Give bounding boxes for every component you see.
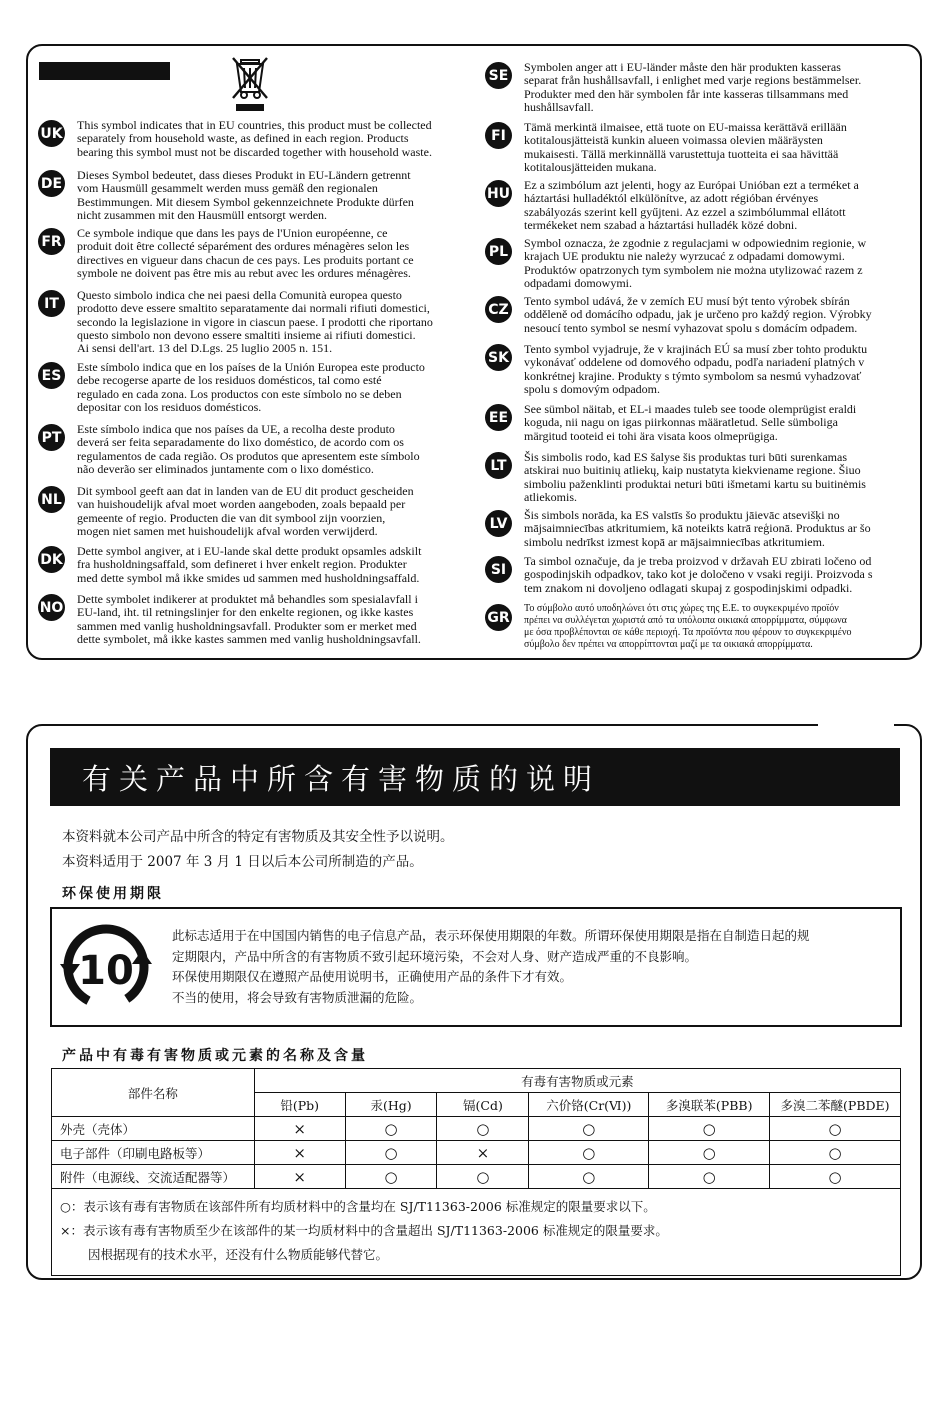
weee-entry-sk: [485, 344, 915, 396]
efup-line: 环保使用期限仅在遵照产品使用说明书，正确使用产品的条件下才有效。: [172, 969, 573, 984]
language-badge: LV: [485, 510, 512, 537]
table-row: [52, 1165, 901, 1189]
part-name: 附件（电源线、交流适配器等）: [52, 1165, 255, 1189]
weee-entry-text: Šis simbols norāda, ka ES valstīs šo produktu jāievāc atsevišķi no mājsaimniecības atkritumiem, kā noteikts katrā reģionā. Produktus ar šo simbolu nedrīkst izmest kopā ar mājsaimniecības atkritumiem.: [524, 508, 871, 549]
substance-mark: ○: [437, 1165, 529, 1189]
language-badge: NL: [38, 486, 65, 513]
weee-entry-es: [38, 362, 478, 414]
weee-entry-text: Questo simbolo indica che nei paesi della Comunità europea questo prodotto deve essere smaltito separatamente dai normali rifiuti domestici, secondo la legislazione in vigore in ciascun paese. I prodotti che riportano questo simbolo non devono essere smaltiti insieme ai rifiuti domestici. Ai sensi dell'art. 13 del D.Lgs. 25 luglio 2005 n. 151.: [77, 288, 433, 356]
substance-mark: ×: [254, 1165, 345, 1189]
weee-entry-fr: [38, 228, 478, 280]
column-header-hg: 汞(Hg): [345, 1093, 437, 1117]
weee-entry-text: Tento symbol vyjadruje, že v krajinách EÚ sa musí zber tohto produktu vykonávať oddelene od domového odpadu, podľa nariadení platných v konkrétnej krajine. Produkty s týmto symbolom sa nesmú vyhadzovať spolu s domovým odpadom.: [524, 342, 868, 396]
weee-entry-text: Tento symbol udává, že v zemích EU musí být tento výrobek sbírán odděleně od domácího odpadu, jak je určeno pro každý region. Výrobky nesoucí tento symbol se nesmí vyhazovat spolu s domácím odpadem.: [524, 294, 872, 335]
column-header-pbde: 多溴二苯醚(PBDE): [770, 1093, 901, 1117]
efup-heading: 环保使用期限: [62, 886, 164, 902]
language-badge: DK: [38, 546, 65, 573]
weee-entry-de: [38, 170, 478, 222]
weee-entry-text: Dieses Symbol bedeutet, dass dieses Produkt in EU-Ländern getrennt vom Hausmüll gesammelt werden muss gemäß den regionalen Bestimmungen. Mit diesem Symbol gekennzeichnete Produkte dürfen nicht zusammen mit den Hausmüll entsorgt werden.: [77, 168, 414, 222]
column-header-cd: 镉(Cd): [437, 1093, 529, 1117]
substance-mark: ×: [437, 1141, 529, 1165]
efup-line: 此标志适用于在中国国内销售的电子信息产品，表示环保使用期限的年数。所谓环保使用期限是指在自制造日起的规: [172, 928, 810, 943]
weee-entry-text: Symbolen anger att i EU-länder måste den här produkten kasseras separat från hushållsavfall, i enlighet med varje regions bestämmelser. Produkter med den här symbolen får inte kasseras tillsammans med hushållsavfall.: [524, 60, 862, 114]
language-badge: SI: [485, 556, 512, 583]
language-badge: FR: [38, 228, 65, 255]
weee-entry-uk: [38, 120, 478, 159]
language-badge: LT: [485, 452, 512, 479]
language-badge: PT: [38, 424, 65, 451]
weee-entry-text: Dit symbool geeft aan dat in landen van de EU dit product gescheiden van huishoudelijk afval moet worden aangeboden, zoals bepaald per gemeente of regio. Producten die van dit symbool zijn voorzien, mogen niet samen met huishoudelijk afval worden verwijderd.: [77, 484, 414, 538]
substance-group-header: 有毒有害物质或元素: [254, 1069, 900, 1093]
weee-entry-ee: [485, 404, 915, 443]
substance-mark: ○: [345, 1141, 437, 1165]
language-badge: NO: [38, 594, 65, 621]
language-badge: PL: [485, 238, 512, 265]
part-name: 外壳（壳体）: [52, 1117, 255, 1141]
crossed-out-wheelie-bin-icon: [228, 54, 272, 112]
weee-entry-text: Šis simbolis rodo, kad ES šalyse šis produktas turi būti surenkamas atskirai nuo buitinių atliekų, kaip nustatyta kiekviename regione. Šiuo simboliu paženklinti produktai neturi būti išmetami kartu su buitinėmis atliekomis.: [524, 450, 866, 504]
rohs-intro-line-1: 本资料就本公司产品中所含的特定有害物质及其安全性予以说明。: [62, 829, 454, 845]
weee-entry-pt: [38, 424, 478, 476]
substance-mark: ○: [770, 1165, 901, 1189]
substance-mark: ○: [649, 1141, 770, 1165]
substance-mark: ○: [529, 1141, 649, 1165]
weee-entry-text: Dette symbol angiver, at i EU-lande skal dette produkt opsamles adskilt fra husholdningsaffald, som defineret i hver enkelt region. Produkter med dette symbol må ikke smides ud sammen med husholdningsaffald.: [77, 544, 422, 585]
weee-entry-hu: [485, 180, 915, 232]
language-badge: SK: [485, 344, 512, 371]
efup-description: [172, 926, 882, 1008]
language-badge: FI: [485, 122, 512, 149]
rohs-title: 有关产品中所含有害物质的说明: [50, 748, 900, 806]
language-badge: GR: [485, 604, 512, 631]
weee-entry-text: Ta simbol označuje, da je treba proizvod v državah EU zbirati ločeno od gospodinjskih odpadkov, tako kot je določeno v vsaki regiji. Proizvoda s tem znakom ni dovoljeno odlagati skupaj z gospodinjskimi odpadki.: [524, 554, 873, 595]
substance-mark: ○: [770, 1141, 901, 1165]
note-no-substitute: 因根据现有的技术水平，还没有什么物质能够代替它。: [88, 1247, 389, 1262]
table-row: [52, 1117, 901, 1141]
weee-entry-text: This symbol indicates that in EU countries, this product must be collected separately from household waste, as defined in each region. Products bearing this symbol must not be discarded together with household waste.: [77, 118, 432, 159]
rohs-intro-line-2: 本资料适用于 2007 年 3 月 1 日以后本公司所制造的产品。: [62, 854, 423, 870]
weee-entry-dk: [38, 546, 478, 585]
weee-entry-no: [38, 594, 478, 646]
language-badge: CZ: [485, 296, 512, 323]
substance-mark: ○: [437, 1117, 529, 1141]
weee-entry-fi: [485, 122, 915, 174]
weee-entry-text: Dette symbolet indikerer at produktet må behandles som spesialavfall i EU-land, iht. til retningslinjer for den enkelte regionen, og ikke kastes sammen med vanlig husholdningsavfall. Produkter som er merket med dette symbolet, må ikke kastes sammen med vanlig husholdningsavfall.: [77, 592, 421, 646]
substance-mark: ○: [770, 1117, 901, 1141]
part-name-header: 部件名称: [52, 1069, 255, 1117]
weee-entry-cz: [485, 296, 915, 335]
substance-mark: ○: [529, 1117, 649, 1141]
weee-entry-text: Ce symbole indique que dans les pays de l'Union européenne, ce produit doit être collecté séparément des ordures ménagères selon les directives en vigueur dans chacun de ces pays. Les produits portant ce symbole ne doivent pas être mis au rebut avec les ordures ménagères.: [77, 226, 414, 280]
substance-mark: ○: [649, 1117, 770, 1141]
efup-line: 不当的使用，将会导致有害物质泄漏的危险。: [172, 989, 423, 1005]
substance-mark: ○: [649, 1165, 770, 1189]
efup-10-logo-icon: [58, 922, 154, 1012]
substance-mark: ×: [254, 1117, 345, 1141]
note-cross-meaning: ×：表示该有毒有害物质至少在该部件的某一均质材料中的含量超出 SJ/T11363-2006 标准规定的限量要求。: [60, 1223, 668, 1238]
substance-table-heading: 产品中有毒有害物质或元素的名称及含量: [62, 1048, 368, 1064]
column-header-cr6: 六价铬(Cr(Ⅵ)): [529, 1093, 649, 1117]
column-header-pb: 铅(Pb): [254, 1093, 345, 1117]
redacted-black-bar: [39, 62, 170, 80]
weee-entry-text: Tämä merkintä ilmaisee, että tuote on EU-maissa kerättävä erillään kotitalousjätteistä kunkin alueen voimassa olevien määräysten mukaisesti. Tällä merkinnällä varustettuja tuotteita ei saa hävittää kotitalousjätteiden mukana.: [524, 120, 847, 174]
part-name: 电子部件（印刷电路板等）: [52, 1141, 255, 1165]
table-notes: [52, 1189, 901, 1276]
weee-entry-pl: [485, 238, 915, 290]
substance-mark: ○: [529, 1165, 649, 1189]
substance-mark: ○: [345, 1117, 437, 1141]
efup-line: 定期限内，产品中所含的有害物质不致引起环境污染，不会对人身、财产造成严重的不良影响。: [172, 948, 698, 964]
substance-mark: ×: [254, 1141, 345, 1165]
language-badge: HU: [485, 180, 512, 207]
language-badge: IT: [38, 290, 65, 317]
weee-entry-lt: [485, 452, 915, 504]
weee-entry-text: Este símbolo indica que en los países de la Unión Europea este producto debe recogerse aparte de los residuos domésticos, tal como esté regulado en cada zona. Los productos con este símbolo no se deben depositar con los residuos domésticos.: [77, 360, 425, 414]
weee-entry-nl: [38, 486, 478, 538]
language-badge: ES: [38, 362, 65, 389]
substance-mark: ○: [345, 1165, 437, 1189]
language-badge: UK: [38, 120, 65, 147]
note-circle-meaning: ○：表示该有毒有害物质在该部件所有均质材料中的含量均在 SJ/T11363-2006 标准规定的限量要求以下。: [60, 1199, 656, 1214]
column-header-pbb: 多溴联苯(PBB): [649, 1093, 770, 1117]
weee-entry-gr: [485, 604, 915, 651]
language-badge: EE: [485, 404, 512, 431]
weee-entry-text: Este símbolo indica que nos países da UE, a recolha deste produto deverá ser feita separadamente do lixo doméstico, de acordo com os regulamentos de cada região. Os produtos que apresentem este símbolo não deverão ser eliminados juntamente com o lixo doméstico.: [77, 422, 420, 476]
weee-entry-it: [38, 290, 478, 355]
weee-entry-lv: [485, 510, 915, 549]
table-row: [52, 1141, 901, 1165]
hazardous-substance-table: [51, 1068, 901, 1276]
language-badge: DE: [38, 170, 65, 197]
weee-entry-text: Ez a szimbólum azt jelenti, hogy az Európai Unióban ezt a terméket a háztartási hulladéktól elkülönítve, az adott régióban érvényes szabályozás szerint kell gyűjteni. Az ezzel a szimbólummal ellátott termékeket nem szabad a háztartási hulladék közé dobni.: [524, 178, 859, 232]
language-badge: SE: [485, 62, 512, 89]
weee-entry-se: [485, 62, 915, 114]
weee-entry-text: See sümbol näitab, et EL-i maades tuleb see toode olemprügist eraldi koguda, nii nagu on igas piirkonnas määratletud. Selle sümboliga märgitud tooteid ei tohi ära visata koos olmeprügiga.: [524, 402, 857, 443]
weee-entry-si: [485, 556, 915, 595]
weee-entry-text: Το σύμβολο αυτό υποδηλώνει ότι στις χώρες της Ε.Ε. το συγκεκριμένο προϊόν πρέπει να συλλέγεται χωριστά από τα υπόλοιπα οικιακά απορρίμματα, σύμφωνα με όσα προβλέπονται σε κάθε περιοχή. Τα προϊόντα που φέρουν το συγκεκριμένο σύμβολο δεν πρέπει να απορρίπτονται μαζί με τα οικιακά απορρίμματα.: [524, 603, 852, 650]
weee-entry-text: Symbol oznacza, że zgodnie z regulacjami w odpowiednim regionie, w krajach UE produktu nie należy wyrzucać z odpadami domowymi. Produktów opatrzonych tym symbolem nie można utylizować razem z odpadami domowymi.: [524, 236, 867, 290]
efup-logo-number: 10: [78, 948, 134, 994]
